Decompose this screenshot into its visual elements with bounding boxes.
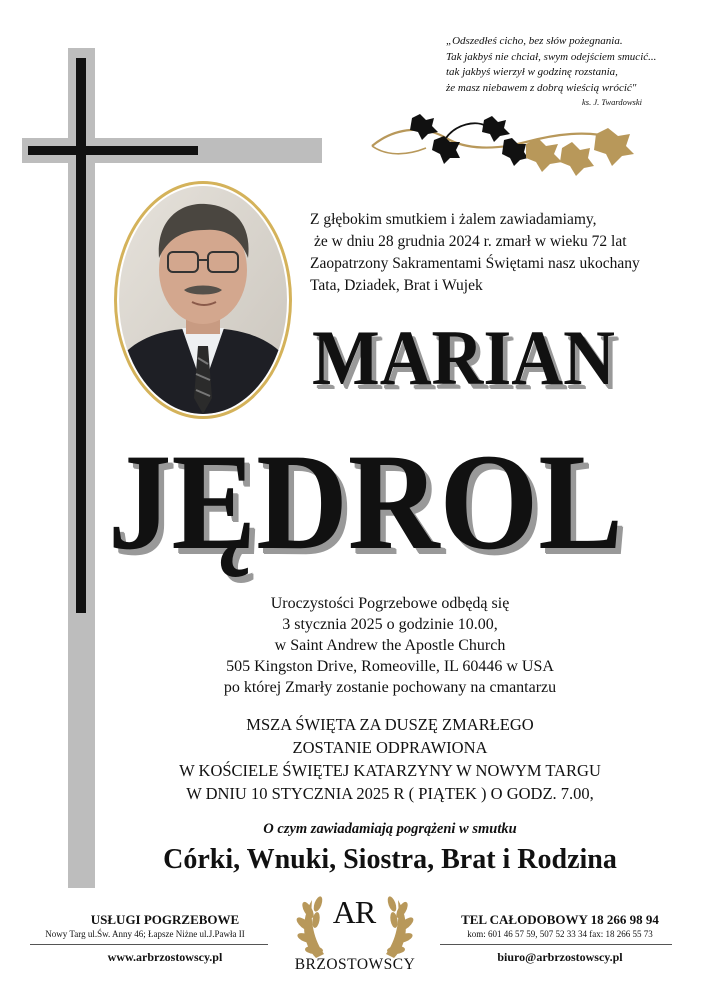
funeral-services-title: USŁUGI POGRZEBOWE [90, 912, 240, 927]
footer-divider-right [440, 944, 672, 945]
mourners-notice: O czym zawiadamiają pogrążeni w smutku [263, 821, 517, 837]
mass-line: ZOSTANIE ODPRAWIONA [292, 738, 488, 757]
logo-initials: AR [332, 894, 376, 930]
vine-ornament-icon [366, 112, 646, 184]
announcement-line: że w dniu 28 grudnia 2024 r. zmarł w wieku 72 lat [314, 233, 627, 250]
quote-line: że masz niebawem z dobrą wieścią wrócić" [446, 81, 637, 94]
phone-info: kom: 601 46 57 59, 507 52 33 34 fax: 18 266 55 73 [467, 929, 653, 939]
mass-line: MSZA ŚWIĘTA ZA DUSZĘ ZMARŁEGO [246, 715, 534, 734]
funeral-line: 3 stycznia 2025 o godzinie 10.00, [282, 616, 498, 633]
cross-horizontal-bar [28, 146, 198, 155]
poem-quote [446, 34, 686, 108]
family-list: Córki, Wnuki, Siostra, Brat i Rodzina [163, 844, 617, 875]
cross-vertical-bar [76, 58, 86, 613]
quote-line: Tak jakbyś nie chciał, swym odejściem smucić... [446, 50, 657, 63]
quote-line: tak jakbyś wierzył w godzinę rozstania, [446, 66, 618, 78]
funeral-line: Uroczystości Pogrzebowe odbędą się [270, 595, 510, 612]
mass-line: W DNIU 10 STYCZNIA 2025 R ( PIĄTEK ) O GODZ. 7.00, [186, 784, 594, 803]
website-link[interactable]: www.arbrzostowscy.pl [107, 950, 223, 964]
quote-author: ks. J. Twardowski [582, 97, 642, 107]
funeral-details [150, 593, 630, 698]
logo-name: BRZOSTOWSCY [294, 956, 416, 973]
mass-line: W KOŚCIELE ŚWIĘTEJ KATARZYNY W NOWYM TARGU [179, 761, 601, 780]
announcement-text [310, 209, 690, 297]
announcement-line: Zaopatrzony Sakramentami Świętami nasz ukochany [310, 255, 640, 272]
footer-divider-left [30, 944, 268, 945]
announcement-line: Tata, Dziadek, Brat i Wujek [310, 277, 483, 294]
mass-details [120, 713, 660, 805]
funeral-line: po której Zmarły zostanie pochowany na cmantarzu [223, 679, 557, 696]
last-name: JĘDROL [108, 425, 623, 578]
portrait-photo [112, 178, 294, 422]
announcement-line: Z głębokim smutkiem i żalem zawiadamiamy, [310, 211, 597, 228]
funeral-line: 505 Kingston Drive, Romeoville, IL 60446 w USA [226, 658, 554, 675]
company-address: Nowy Targ ul.Św. Anny 46; Łapsze Niżne ul.J.Pawła II [45, 929, 245, 939]
funeral-line: w Saint Andrew the Apostle Church [274, 637, 506, 654]
phone-number: TEL CAŁODOBOWY 18 266 98 94 [461, 912, 659, 927]
email-link[interactable]: biuro@arbrzostowscy.pl [497, 950, 623, 964]
quote-line: „Odszedłeś cicho, bez słów pożegnania. [446, 35, 623, 47]
first-name: MARIAN [312, 314, 615, 401]
